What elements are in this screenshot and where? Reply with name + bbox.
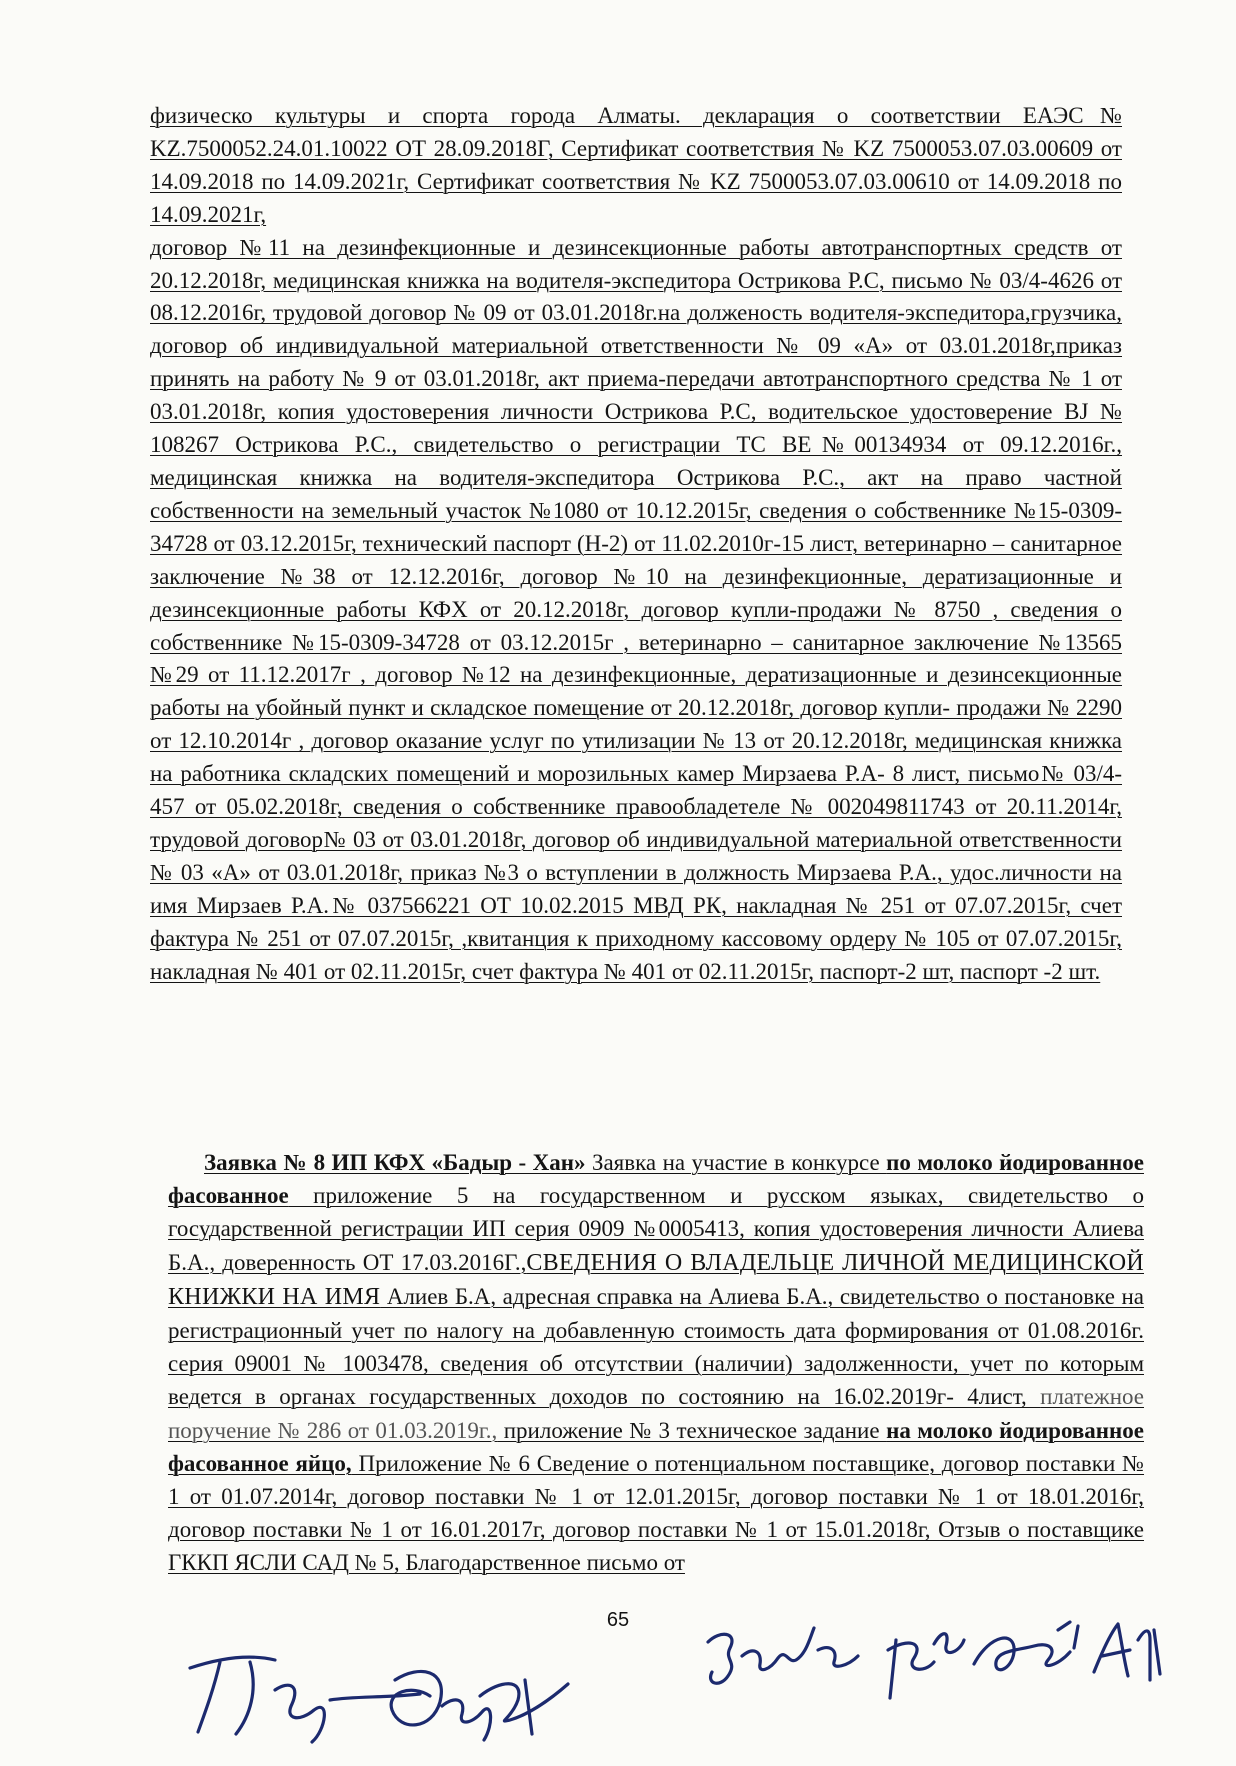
application-caps-text: СВЕДЕНИЯ О ВЛАДЕЛЬЦЕ ЛИЧНОЙ МЕДИЦИНСКОЙ КНИЖКИ НА ИМЯ — [168, 1249, 1144, 1310]
application-product-2: на молоко йодированное фасованное яйцо, — [168, 1417, 1144, 1476]
application-text-4: приложение № 3 техническое задание — [497, 1417, 887, 1443]
application-product-1: по молоко йодированное фасованное — [168, 1150, 1144, 1209]
application-8-section — [168, 1146, 1144, 1580]
document-text-continued — [150, 100, 1122, 988]
signature-right-icon — [698, 1600, 1168, 1710]
paragraph-contracts: договор №11 на дезинфекционные и дезинсекционные работы автотранспортных средств от 20.12.2018г, медицинская книжка на водителя-экспедитора Острикова Р.С, письмо № 03/4-4626 от 08.12.2016г, трудовой договор № 09 от 03.01.2018г.на долженость водителя-экспедитора,грузчика, договор об индивидуальной материальной ответственности № 09 «А» от 03.01.2018г,приказ принять на работу № 9 от 03.01.2018г, акт приема-передачи автотранспортного средства № 1 от 03.01.2018г, копия удостоверения личности Острикова Р.С, водительское удостоверение BJ № 108267 Острикова Р.С., свидетельство о регистрации ТС ВЕ№00134934 от 09.12.2016г., медицинская книжка на водителя-экспедитора Острикова Р.С., акт на право частной собственности на земельный участок №1080 от 10.12.2015г, сведения о собственнике №15-0309-34728 от 03.12.2015г, технический паспорт (Н-2) от 11.02.2010г-15 лист, ветеринарно – санитарное заключение №38 от 12.12.2016г, договор №10 на дезинфекционные, дератизационные и дезинсекционные работы КФХ от 20.12.2018г, договор купли-продажи № 8750 , сведения о собственнике №15-0309-34728 от 03.12.2015г , ветеринарно – санитарное заключение №13565 №29 от 11.12.2017г , договор №12 на дезинфекционные, дератизационные и дезинсекционные работы на убойный пункт и складское помещение от 20.12.2018г, договор купли- продажи № 2290 от 12.10.2014г , договор оказание услуг по утилизации № 13 от 20.12.2018г, медицинская книжка на работника складских помещений и морозильных камер Мирзаева Р.А- 8 лист, письмо№ 03/4-457 от 05.02.2018г, сведения о собственнике правообладетеле № 002049811743 от 20.11.2014г, трудовой договор№ 03 от 03.01.2018г, договор об индивидуальной материальной ответственности № 03 «А» от 03.01.2018г, приказ №3 о вступлении в должность Мирзаева Р.А., удос.личности на имя Мирзаев Р.А.№ 037566221 ОТ 10.02.2015 МВД РК, накладная № 251 от 07.07.2015г, счет фактура № 251 от 07.07.2015г, ,квитанция к приходному кассовому ордеру № 105 от 07.07.2015г, накладная № 401 от 02.11.2015г, счет фактура № 401 от 02.11.2015г, паспорт-2 шт, паспорт -2 шт. — [150, 234, 1122, 984]
application-title: Заявка № 8 ИП КФХ «Бадыр - Хан» — [204, 1150, 586, 1175]
application-text-5: Приложение № 6 Сведение о потенциальном поставщике, договор поставки № 1 от 01.07.2014г, договор поставки № 1 от 12.01.2015г, договор поставки № 1 от 18.01.2016г, договор поставки № 1 от 16.01.2017г, договор поставки № 1 от 15.01.2018г, Отзыв о поставщике ГККП ЯСЛИ САД № 5, Благодарственное письмо от — [168, 1450, 1145, 1576]
application-text-1: Заявка на участие в конкурсе — [585, 1150, 887, 1175]
page-number: 65 — [606, 1609, 630, 1631]
application-payment-order: платежное поручение № 286 от 01.03.2019г., — [168, 1384, 1144, 1443]
application-text-2: приложение 5 на государственном и русском языках, свидетельство о государственной регистрации ИП серия 0909 №0005413, копия удостоверения личности Алиева Б.А., доверенность ОТ 17.03.2016Г., — [168, 1183, 1144, 1275]
signature-left-icon — [180, 1640, 580, 1750]
application-text-3: Алиев Б.А, адресная справка на Алиева Б.А., свидетельство о постановке на регистрационный учет по налогу на добавленную стоимость дата формирования от 01.08.2016г. серия 09001 № 1003478, сведения об отсутствии (наличии) задолженности, учет по которым ведется в органах государственных доходов по состоянию на 16.02.2019г- 4лист, — [168, 1283, 1144, 1410]
paragraph-certificates: физическо культуры и спорта города Алматы. декларация о соответствии ЕАЭС№ KZ.7500052.24.01.10022 ОТ 28.09.2018Г, Сертификат соответствия № KZ 7500053.07.03.00609 от 14.09.2018 по 14.09.2021г, Сертификат соответствия № KZ 7500053.07.03.00610 от 14.09.2018 по 14.09.2021г, — [150, 103, 1122, 227]
